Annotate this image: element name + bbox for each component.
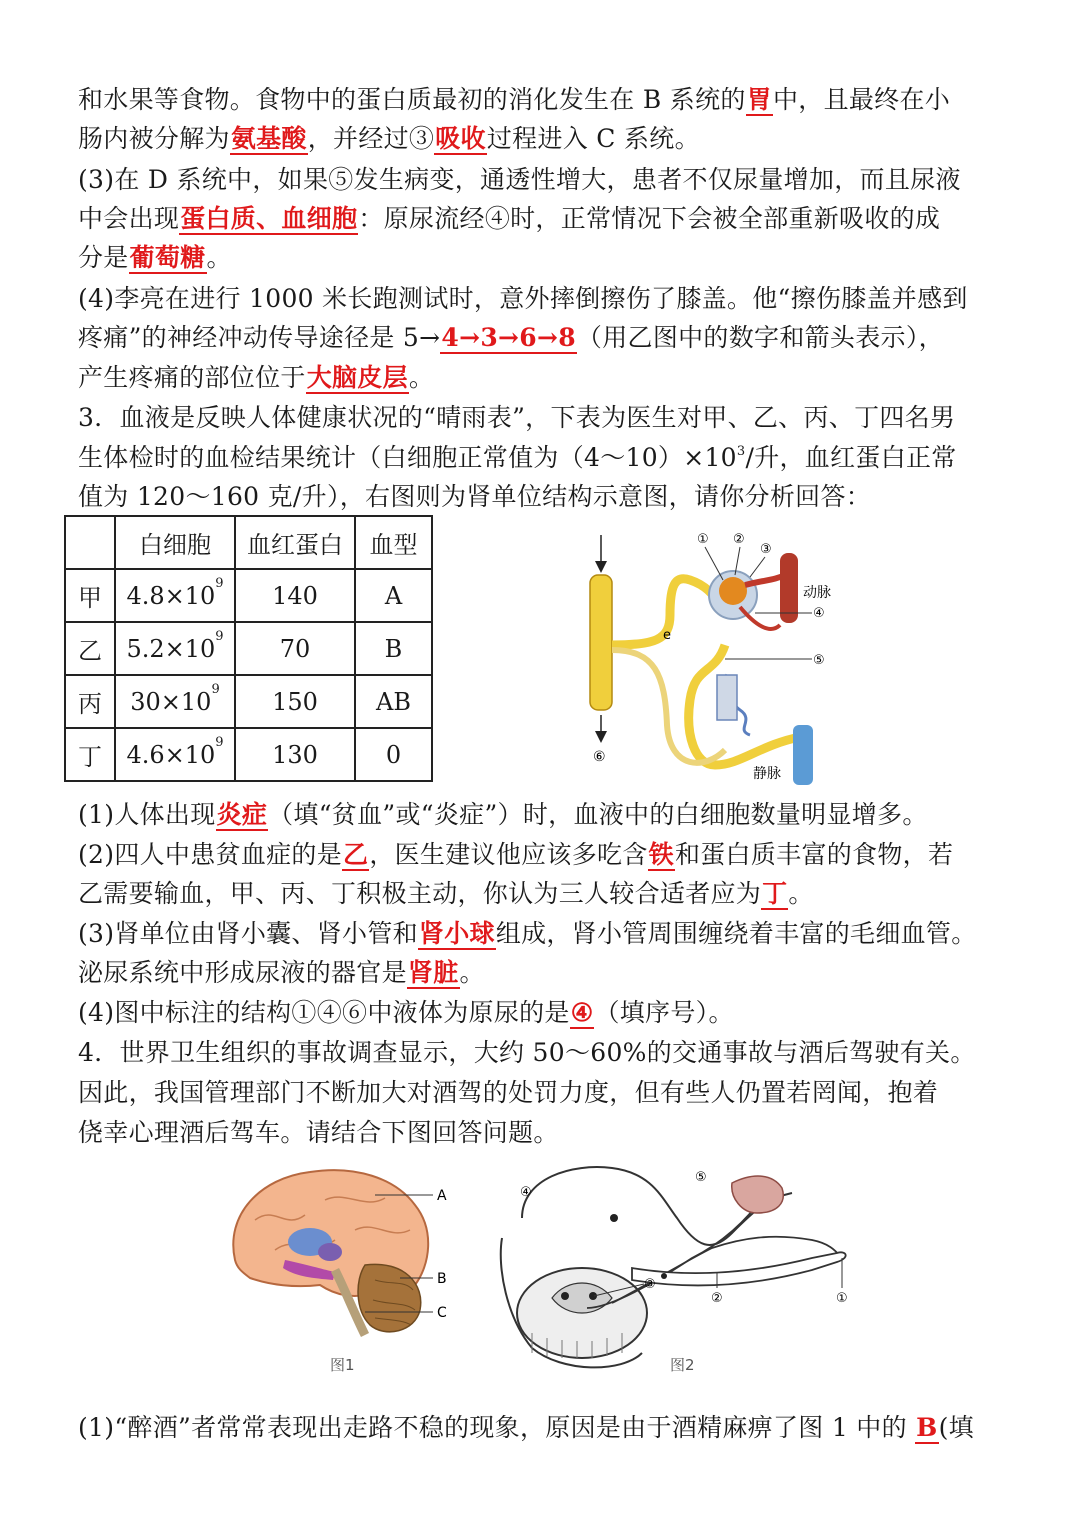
nephron-diagram <box>575 525 865 790</box>
label-A: A <box>437 1188 447 1204</box>
ganglion-dot <box>610 1214 618 1222</box>
q2-line-2: 肠内被分解为氨基酸，并经过③吸收过程进入 C 系统。 <box>78 124 700 153</box>
q2-line-8: 产生疼痛的部位位于大脑皮层。 <box>78 363 435 392</box>
arm-outline <box>632 1252 846 1285</box>
answer-cerebral-cortex: 大脑皮层 <box>306 363 408 392</box>
answer-iron: 铁 <box>648 840 674 869</box>
tubule-lower <box>689 645 800 765</box>
label-3: ③ <box>760 542 772 557</box>
table-row: 丁 $4.6\times 10^9$ 130 0 <box>65 728 432 781</box>
answer-absorption: 吸收 <box>435 124 486 153</box>
answer-yi: 乙 <box>343 840 369 869</box>
answer-glomerulus: 肾小球 <box>418 919 495 948</box>
label-3: ③ <box>644 1277 656 1292</box>
answer-B: B <box>916 1413 938 1442</box>
label-vein: 静脉 <box>753 766 781 782</box>
q4-question-1: (1)“醉酒”者常常表现出走路不稳的现象，原因是由于酒精麻痹了图 1 中的 B(填 <box>78 1413 974 1442</box>
label-1: ① <box>836 1291 848 1306</box>
vein <box>793 725 813 785</box>
table-row: 甲 $4.8\times 10^9$ 140 A <box>65 569 432 622</box>
q4-line-3: 侥幸心理酒后驾车。请结合下图回答问题。 <box>78 1118 559 1147</box>
q2-line-4: 中会出现蛋白质、血细胞：原尿流经④时，正常情况下会被全部重新吸收的成 <box>78 204 941 233</box>
reflex-arc-figure <box>492 1158 862 1383</box>
answer-glucose: 葡萄糖 <box>129 243 206 272</box>
table-row: 乙 $5.2\times 10^9$ 70 B <box>65 622 432 675</box>
answer-amino-acid: 氨基酸 <box>230 124 307 153</box>
table-row: 丙 $30\times 10^9$ 150 AB <box>65 675 432 728</box>
muscle <box>732 1176 783 1213</box>
figure-2-caption: 图2 <box>670 1356 695 1374</box>
label-1: ① <box>697 532 709 547</box>
answer-stomach: 胃 <box>746 85 772 114</box>
label-C: C <box>437 1305 447 1321</box>
label-e: e <box>663 628 671 643</box>
q3-question-4: (4)图中标注的结构①④⑥中液体为原尿的是④（填序号）。 <box>78 998 734 1027</box>
nerve-dot <box>661 1273 667 1279</box>
q3-question-2: (2)四人中患贫血症的是乙，医生建议他应该多吃含铁和蛋白质丰富的食物，若 <box>78 840 954 869</box>
label-5: ⑤ <box>813 653 825 668</box>
answer-ding: 丁 <box>762 879 788 908</box>
answer-kidney: 肾脏 <box>407 958 459 987</box>
q2-line-6: (4)李亮在进行 1000 米长跑测试时，意外摔倒擦伤了膝盖。他“擦伤膝盖并感到 <box>78 284 968 313</box>
answer-4: ④ <box>570 998 594 1027</box>
label-artery: 动脉 <box>803 585 831 601</box>
brain-figure <box>215 1160 475 1380</box>
blood-test-table <box>64 515 433 782</box>
label-2: ② <box>711 1291 723 1306</box>
figure-1-caption: 图1 <box>330 1356 355 1374</box>
label-4: ④ <box>813 606 825 621</box>
glomerulus <box>719 577 747 605</box>
q3-line-1: 3．血液是反映人体健康状况的“晴雨表”，下表为医生对甲、乙、丙、丁四名男 <box>78 403 956 432</box>
q2-line-3: (3)在 D 系统中，如果⑤发生病变，通透性增大，患者不仅尿量增加，而且尿液 <box>78 165 961 194</box>
q2-line-1: 和水果等食物。食物中的蛋白质最初的消化发生在 B 系统的胃中，且最终在小 <box>78 85 951 114</box>
q3-question-3b: 泌尿系统中形成尿液的器官是肾脏。 <box>78 958 485 987</box>
answer-nerve-path: 4→3→6→8 <box>441 323 576 352</box>
label-B: B <box>437 1271 447 1287</box>
q4-line-1: 4．世界卫生组织的事故调查显示，大约 50～60%的交通事故与酒后驾驶有关。 <box>78 1038 976 1067</box>
label-4: ④ <box>520 1185 532 1200</box>
q2-line-5: 分是葡萄糖。 <box>78 243 232 272</box>
q3-question-2b: 乙需要输血，甲、丙、丁积极主动，你认为三人较合适者应为丁。 <box>78 879 814 908</box>
label-2: ② <box>733 532 745 547</box>
answer-protein-blood-cells: 蛋白质、血细胞 <box>180 204 358 233</box>
q2-line-7: 疼痛”的神经冲动传导途径是 5→4→3→6→8（用乙图中的数字和箭头表示）， <box>78 323 944 352</box>
neuron-dot <box>561 1292 569 1300</box>
q3-line-2: 生体检时的血检结果统计（白细胞正常值为$(4\sim 10)\times 10^3/$升，血红蛋白正常 <box>78 443 957 472</box>
q3-question-1: (1)人体出现炎症（填“贫血”或“炎症”）时，血液中的白细胞数量明显增多。 <box>78 800 928 829</box>
tubule-capillary-block <box>717 675 737 720</box>
q4-line-2: 因此，我国管理部门不断加大对酒驾的处罚力度，但有些人仍置若罔闻，抱着 <box>78 1078 939 1107</box>
label-5: ⑤ <box>695 1170 707 1185</box>
answer-inflammation: 炎症 <box>216 800 268 829</box>
q3-question-3: (3)肾单位由肾小囊、肾小管和肾小球组成，肾小管周围缠绕着丰富的毛细血管。 <box>78 919 977 948</box>
q3-line-3: 值为 120～160 克/升），右图则为肾单位结构示意图，请你分析回答： <box>78 482 872 511</box>
table-header-row: 白细胞 血红蛋白 血型 <box>65 516 432 569</box>
label-6: ⑥ <box>593 749 606 765</box>
collecting-duct <box>590 575 612 710</box>
